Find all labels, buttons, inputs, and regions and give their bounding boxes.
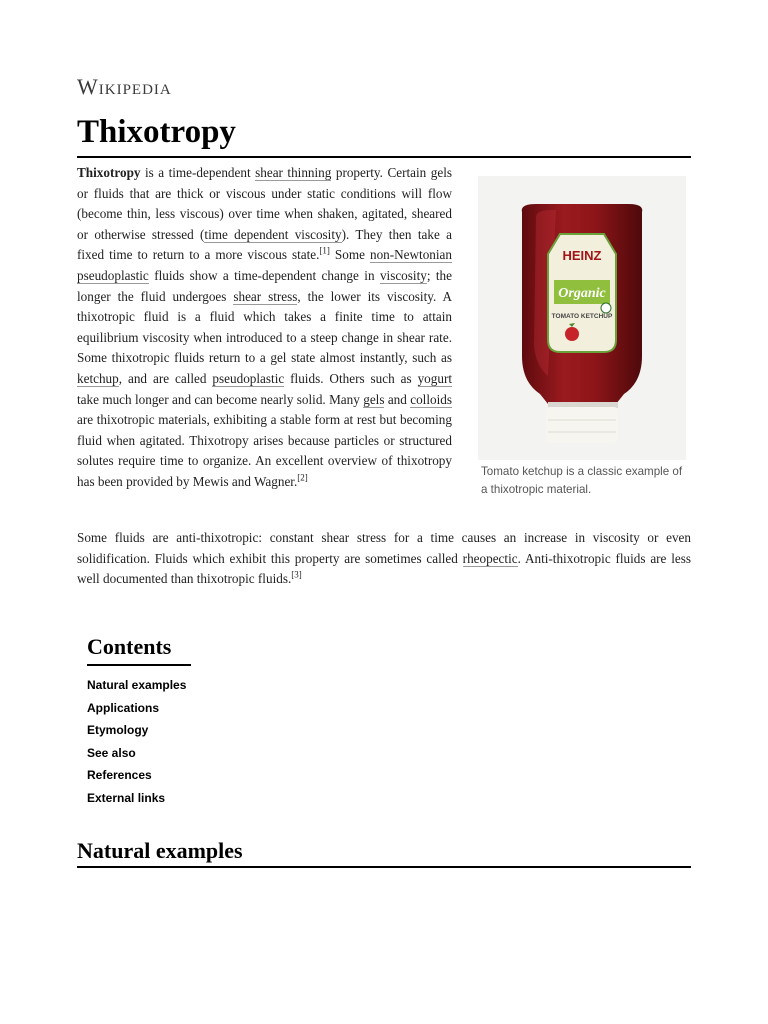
reference-3[interactable]: [3] [291,569,302,580]
link-pseudoplastic[interactable]: pseudoplastic [77,267,149,283]
table-of-contents [87,632,191,810]
link-time-dependent-viscosity[interactable]: time dependent viscosity [204,226,342,242]
lead-text: property. Certain gels or fluids that are thick or viscous under static conditions will flow (become thin, less viscous) over time when shaken, agitated, sheared or otherwise stressed ( [77,165,452,242]
link-pseudoplastic-2[interactable]: pseudoplastic [212,370,285,386]
link-rheopectic[interactable]: rheopectic [462,550,518,566]
lead-paragraph [77,163,452,493]
lead-text: fluids. Others such as [284,370,418,386]
label-brand-text: HEINZ [562,248,602,263]
lead-text: are thixotropic materials, exhibiting a stable form at rest but becoming fluid when agitated. Thixotropy arises because particles or structured solutes require time to organize. An excellent overview of thixotropy has been provided by Mewis and Wagner. [77,412,452,489]
ketchup-bottle-illustration [478,176,686,460]
lead-text: take much longer and can become nearly solid. Many [77,391,364,407]
toc-title: Contents [87,634,172,659]
link-shear-thinning[interactable]: shear thinning [255,165,332,180]
toc-item-see-also[interactable]: See also [87,745,136,760]
link-non-newtonian[interactable]: non-Newtonian [369,247,453,263]
lead-text: is a time-dependent [140,165,256,180]
toc-item-references[interactable]: References [87,768,152,783]
lead-text: , and are called [118,370,213,386]
link-gels[interactable]: gels [363,391,385,407]
toc-item-applications[interactable]: Applications [87,700,160,715]
ketchup-bottle-image[interactable] [478,176,686,460]
label-organic-text: Organic [558,286,606,301]
lead-text: fluids show a time-dependent change in [148,267,380,283]
wikipedia-wordmark[interactable]: Wikipedia [77,74,172,99]
figure-caption: Tomato ketchup is a classic example of a thixotropic material. [481,465,683,496]
second-paragraph [77,528,691,590]
link-viscosity[interactable]: viscosity [379,267,427,283]
para-text: Some fluids are anti-thixotropic: constant shear stress for a time causes an increase in viscosity or even solidification. Fluids which exhibit this property are sometimes called [77,530,691,566]
lead-text: and [384,391,411,407]
section-divider [77,866,691,868]
link-ketchup[interactable]: ketchup [77,370,119,386]
toc-item-external-links[interactable]: External links [87,790,166,805]
link-colloids[interactable]: colloids [410,391,452,407]
para-text: . Anti-thixotropic fluids are less well documented than thixotropic fluids. [77,550,691,587]
toc-item-etymology[interactable]: Etymology [87,723,149,738]
lead-text: Some [329,247,370,263]
section-heading-natural-examples: Natural examples [77,838,243,863]
link-yogurt[interactable]: yogurt [417,370,452,386]
reference-2[interactable]: [2] [297,472,308,483]
toc-item-natural-examples[interactable]: Natural examples [87,678,187,692]
link-shear-stress[interactable]: shear stress [233,288,298,304]
lead-text: ). They then take a fixed time to return to a more viscous state. [77,226,452,263]
label-product-text: TOMATO KETCHUP [551,313,613,320]
lead-term: Thixotropy [77,165,141,180]
toc-list [87,674,191,810]
toc-divider [87,664,191,666]
title-divider [77,156,691,158]
reference-1[interactable]: [1] [319,245,330,256]
lead-text: ; the longer the fluid undergoes [77,267,452,304]
page-title: Thixotropy [77,114,236,150]
ketchup-figure [478,176,686,499]
lead-text: , the lower its viscosity. A thixotropic fluid is a fluid which takes a finite time to attain equilibrium viscosity when introduced to a steep change in shear rate. Some thixotropic fluids return to a gel state almost instantly, such as [77,288,452,366]
